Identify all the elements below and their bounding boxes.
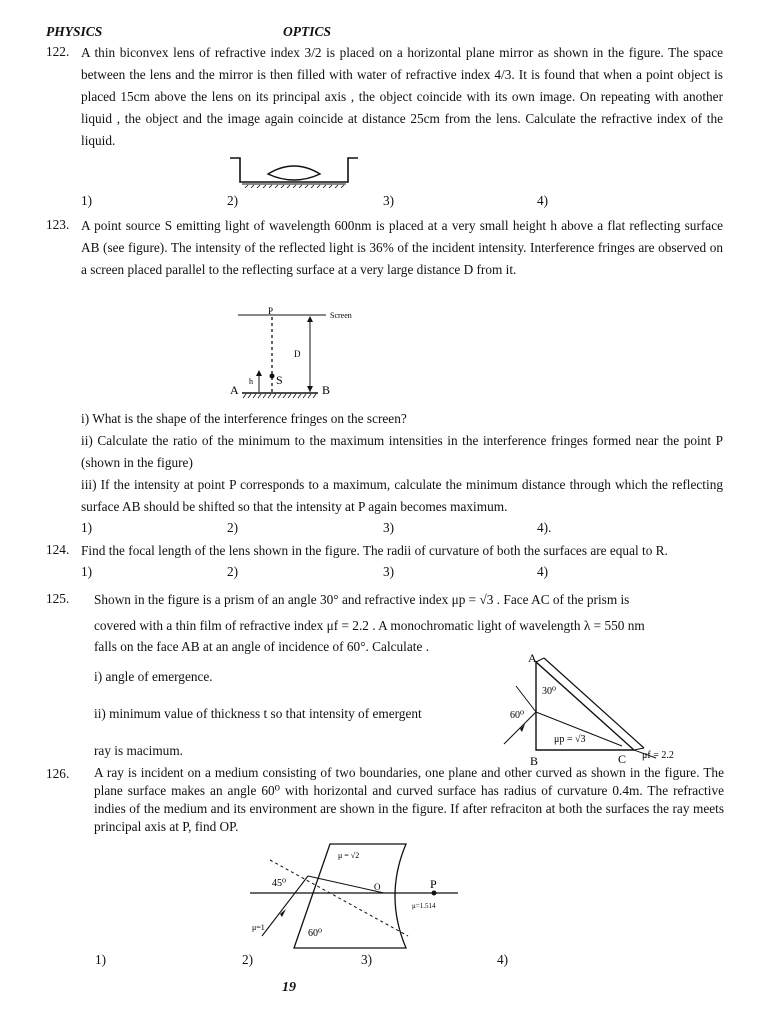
prism-index-label: μp = √3 (554, 734, 586, 745)
question-number-126: 126. (46, 766, 70, 781)
option-3[interactable]: 3) (383, 564, 395, 579)
question-126-text: A ray is incident on a medium consisting of two boundaries, one plane and other curved as shown in the figure. The plane surface makes an angle 60⁰ with horizontal and curved surface has radius of curvature 0.4m. The refractive indies of the medium and its environment are shown in the figure. If after refraciton at both the surfaces the ray meets principal axis at P, find OP. (94, 765, 724, 834)
question-number-122: 122. (46, 44, 70, 59)
option-4[interactable]: 4). (537, 520, 552, 535)
question-122-options (81, 193, 641, 211)
curved-medium-figure (244, 840, 464, 956)
question-123-part-i: i) What is the shape of the interference fringes on the screen? (81, 411, 407, 426)
question-125-part-ii: ii) minimum value of thickness t so that intensity of emergent (94, 706, 422, 721)
option-2[interactable]: 2) (227, 193, 239, 208)
prism-figure (494, 650, 724, 772)
question-123-options (81, 520, 641, 538)
incidence-angle-label: 60⁰ (510, 710, 525, 721)
question-124-options (81, 564, 641, 582)
question-122-text: A thin biconvex lens of refractive index 3/2 is placed on a horizontal plane mirror as shown in the figure. The space between the lens and the mirror is then filled with water of refractive index 4/3. It is found that when a point object is placed 15cm above the lens on its principal axis , the object coincide with its own image. On repeating with another liquid , the object and the image again coincide at distance 25cm from the lens. Calculate the refractive index of the liquid. (81, 45, 723, 148)
question-123-part-ii: ii) Calculate the ratio of the minimum to the maximum intensities in the interference fringes formed near the point P (shown in the figure) (81, 433, 723, 470)
point-p-label: P (268, 306, 274, 316)
option-1[interactable]: 1) (81, 564, 93, 579)
film-index-label: μf = 2.2 (642, 750, 674, 761)
question-123-text: A point source S emitting light of wavelength 600nm is placed at a very small height h above a flat reflecting surface AB (see figure). The intensity of the reflected light is 36% of the incident intensity. Interference fringes are observed on a screen placed parallel to the reflecting surface at a very large distance D from it. (81, 218, 723, 277)
point-b-label: B (322, 383, 331, 397)
option-3[interactable]: 3) (383, 520, 395, 535)
option-4[interactable]: 4) (537, 564, 549, 579)
question-number-124: 124. (46, 542, 70, 557)
height-h-label: h (249, 377, 253, 386)
point-a-label: A (230, 383, 239, 397)
screen-label: Screen (330, 311, 352, 320)
question-123-part-iii: iii) If the intensity at point P corresponds to a maximum, calculate the minimum distance through which the reflecting surface AB should be shifted so that the intensity at P again becomes maximum. (81, 477, 723, 514)
question-124-text: Find the focal length of the lens shown in the figure. The radii of curvature of both the surfaces are equal to R. (81, 543, 668, 558)
environment-index-label: μ=1.514 (412, 902, 436, 910)
option-2[interactable]: 2) (227, 520, 239, 535)
point-p-label: P (430, 877, 437, 891)
option-4[interactable]: 4) (537, 193, 549, 208)
vertex-b-label: B (530, 754, 539, 768)
source-s-label: S (276, 373, 283, 387)
question-126-options (81, 952, 641, 970)
vertex-c-label: C (618, 752, 627, 766)
point-source-reflection-figure (228, 302, 368, 406)
question-125-line-2: covered with a thin film of refractive index μf = 2.2 . A monochromatic light of wavelength λ = 550 nm (94, 618, 645, 633)
question-number-125: 125. (46, 591, 70, 606)
question-number-123: 123. (46, 217, 70, 232)
point-o-label: O (374, 882, 381, 892)
page-number: 19 (282, 980, 296, 995)
option-1[interactable]: 1) (95, 952, 107, 967)
medium-index-label: μ = √2 (338, 851, 360, 860)
option-2[interactable]: 2) (242, 952, 254, 967)
option-1[interactable]: 1) (81, 520, 93, 535)
lens-on-mirror-figure (228, 152, 360, 192)
option-3[interactable]: 3) (361, 952, 373, 967)
question-125-part-iii: ray is macimum. (94, 743, 183, 758)
option-4[interactable]: 4) (497, 952, 509, 967)
option-2[interactable]: 2) (227, 564, 239, 579)
distance-d-label: D (294, 349, 301, 359)
question-125-part-i: i) angle of emergence. (94, 669, 213, 684)
option-3[interactable]: 3) (383, 193, 395, 208)
angle-60-label: 60⁰ (308, 928, 323, 939)
question-125-line-3: falls on the face AB at an angle of incidence of 60°. Calculate . (94, 639, 430, 654)
prism-angle-label: 30⁰ (542, 686, 557, 697)
subject-header: PHYSICS (46, 24, 103, 39)
topic-header: OPTICS (283, 24, 332, 39)
question-125-line-1: Shown in the figure is a prism of an angle 30° and refractive index μp = √3 . Face AC of the prism is (94, 592, 630, 607)
option-1[interactable]: 1) (81, 193, 93, 208)
air-index-label: μ=1 (252, 923, 265, 932)
angle-45-label: 45⁰ (272, 878, 287, 889)
vertex-a-label: A (528, 651, 537, 665)
